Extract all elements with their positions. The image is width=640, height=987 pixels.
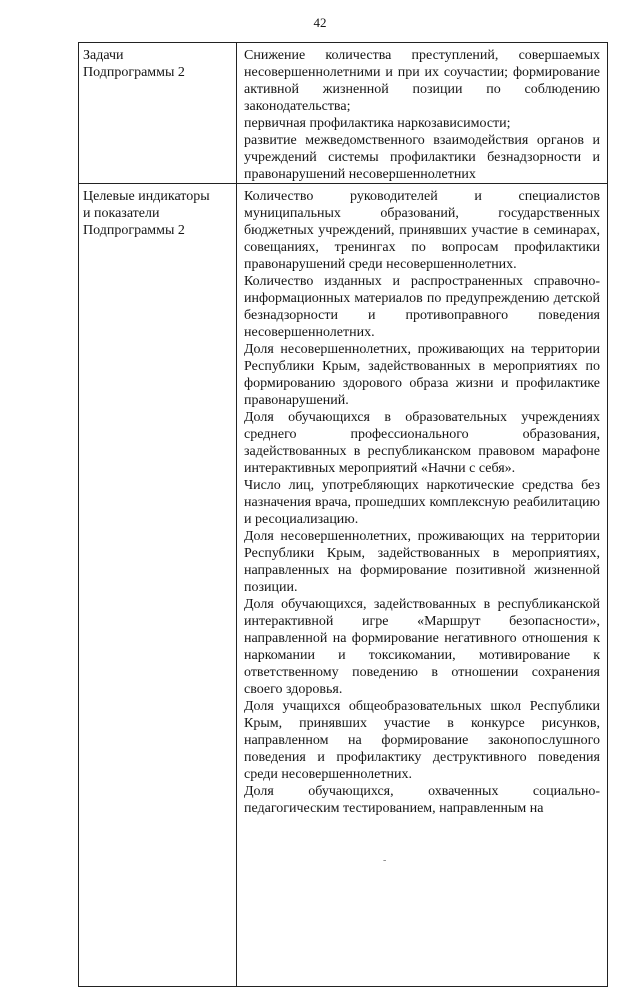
- table-row-tasks: [79, 43, 608, 184]
- task-paragraph: Снижение количества преступлений, совершаемых несовершеннолетними и при их соучастии; формирование активной жизненной позиции по соблюдению законодательства;: [244, 48, 600, 114]
- task-paragraph: развитие межведомственного взаимодействия органов и учреждений системы профилактики безнадзорности и правонарушений несовершеннолетних: [244, 133, 600, 182]
- indicator-paragraph: Доля обучающихся, задействованных в республиканской интерактивной игре «Маршрут безопасности», направленной на формирование негативного отношения к наркомании и токсикомании, мотивирование к ответственному поведению в отношении сохранения своего здоровья.: [244, 597, 600, 697]
- program-table: [78, 42, 608, 987]
- scan-mark: -: [383, 855, 387, 866]
- task-paragraph: первичная профилактика наркозависимости;: [244, 116, 511, 131]
- row-content: [237, 43, 608, 184]
- indicator-paragraph: Доля несовершеннолетних, проживающих на территории Республики Крым, задействованных в мероприятиях по формированию здорового образа жизни и профилактике правонарушений.: [244, 342, 600, 408]
- row-label-line: Задачи: [83, 48, 124, 63]
- indicator-paragraph: Количество изданных и распространенных справочно-информационных материалов по предупреждению детской безнадзорности и противоправного поведения несовершеннолетних.: [244, 274, 600, 340]
- row-label-line: Целевые индикаторы: [83, 189, 210, 204]
- indicator-paragraph: Число лиц, употребляющих наркотические средства без назначения врача, прошедших комплексную реабилитацию и ресоциализацию.: [244, 478, 600, 527]
- row-label: [79, 184, 237, 987]
- row-label: [79, 43, 237, 184]
- page-number: 42: [313, 15, 327, 30]
- indicator-paragraph: Доля учащихся общеобразовательных школ Республики Крым, принявших участие в конкурсе рисунков, направленном на формирование законопослушного поведения и профилактику деструктивного поведения среди несовершеннолетних.: [244, 699, 600, 782]
- row-content: [237, 184, 608, 987]
- indicator-paragraph: Количество руководителей и специалистов муниципальных образований, государственных бюджетных учреждений, принявших участие в семинарах, совещаниях, тренингах по вопросам профилактики правонарушений среди несовершеннолетних.: [244, 189, 600, 272]
- indicator-paragraph: Доля несовершеннолетних, проживающих на территории Республики Крым, задействованных в мероприятиях, направленных на формирование позитивной жизненной позиции.: [244, 529, 600, 595]
- row-label-line: Подпрограммы 2: [83, 223, 185, 238]
- row-label-line: и показатели: [83, 206, 160, 221]
- table-row-indicators: [79, 184, 608, 987]
- row-label-line: Подпрограммы 2: [83, 65, 185, 80]
- indicator-paragraph: Доля обучающихся, охваченных социально-педагогическим тестированием, направленным на: [244, 784, 600, 816]
- indicator-paragraph: Доля обучающихся в образовательных учреждениях среднего профессионального образования, задействованных в республиканском правовом марафоне интерактивных мероприятий «Начни с себя».: [244, 410, 600, 476]
